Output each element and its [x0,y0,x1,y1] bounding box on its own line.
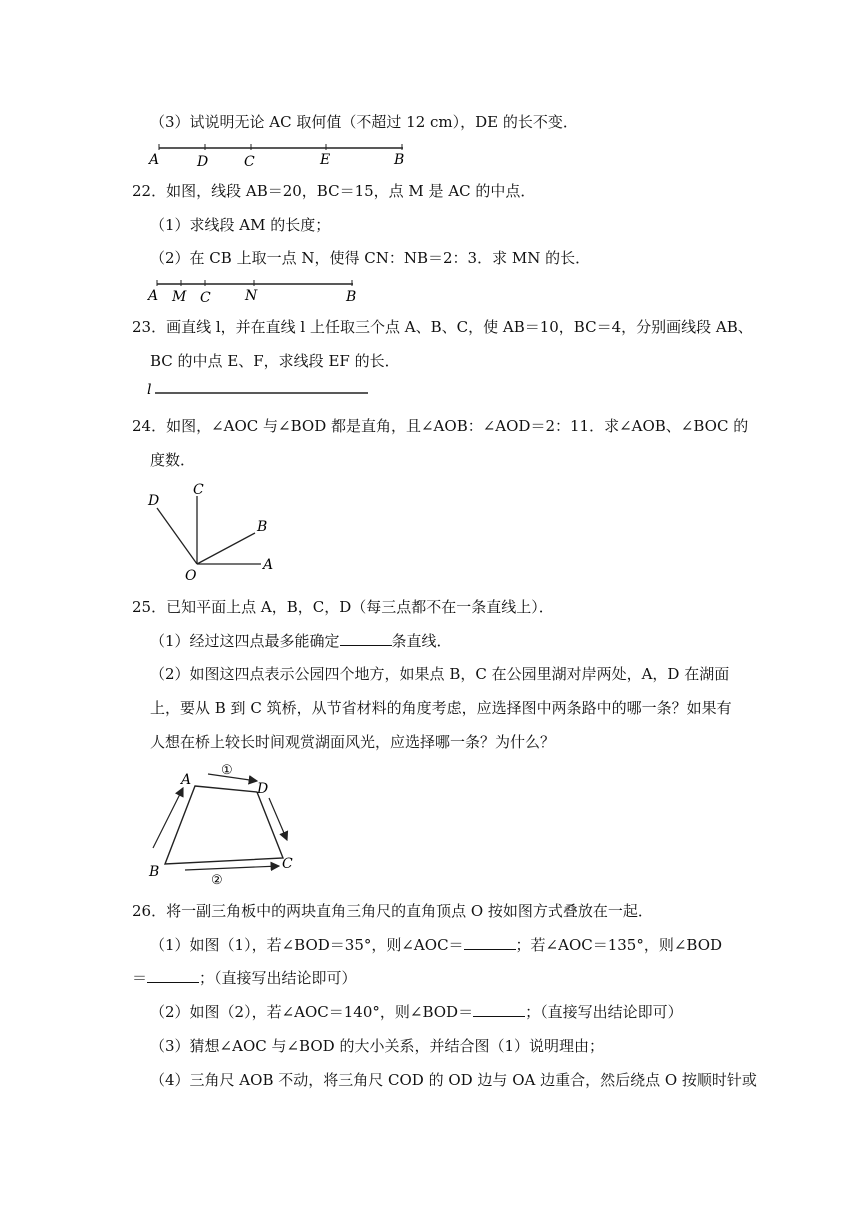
q25-part1-tail: 条直线． [391,632,452,650]
q22-part1: （1）求线段 AM 的长度； [150,216,331,234]
q21-label-b: B [394,152,405,168]
q22-label-c: C [200,290,211,306]
q25-label-b: B [149,864,160,880]
q21-label-c: C [244,154,255,170]
q25-part2-line2: 上，要从 B 到 C 筑桥，从节省材料的角度考虑，应选择图中两条路中的哪一条？如果有 [150,699,732,717]
q24-label-c: C [193,482,204,498]
q25-part1 [150,631,452,651]
q25-stem: 25．已知平面上点 A，B，C，D（每三点都不在一条直线上）． [132,598,554,616]
q22-label-a: A [148,288,159,304]
q24-label-b: B [257,519,268,535]
q26-part1-b: ；若∠AOC＝135°，则∠BOD [515,936,723,954]
route-one-icon: ① [221,763,233,778]
q22-part2: （2）在 CB 上取一点 N，使得 CN：NB＝2：3．求 MN 的长． [150,249,591,267]
q21-label-e: E [320,152,331,168]
q26-part3: （3）猜想∠AOC 与∠BOD 的大小关系，并结合图（1）说明理由； [150,1037,604,1055]
q26-part2-b: ；（直接写出结论即可） [525,1003,683,1021]
q23-line-figure [145,378,375,400]
answer-blank [147,968,199,983]
q26-part2-a: （2）如图（2），若∠AOC＝140°，则∠BOD＝ [150,1003,474,1021]
q26-part1-a: （1）如图（1），若∠BOD＝35°，则∠AOC＝ [150,936,464,954]
q22-segment-figure [145,276,365,306]
q25-quadrilateral-figure [145,760,300,885]
q24-label-a: A [263,557,274,573]
q23-line1: 23．画直线 l，并在直线 l 上任取三个点 A、B、C，使 AB＝10，BC＝4，分别画线段 AB、 [132,318,753,336]
q23-line2: BC 的中点 E、F，求线段 EF 的长． [150,352,400,370]
q24-line1: 24．如图，∠AOC 与∠BOD 都是直角，且∠AOB：∠AOD＝2：11．求∠AOB、∠BOC 的 [132,417,749,435]
route-two-icon: ② [211,873,223,885]
q24-line2: 度数． [150,451,196,469]
answer-blank [340,631,392,646]
q21-label-a: A [149,152,160,168]
q25-label-c: C [282,856,293,872]
q25-part2-line1: （2）如图这四点表示公园四个地方，如果点 B，C 在公园里湖对岸两处，A，D 在湖面 [150,665,730,683]
q26-part1 [150,935,722,955]
q26-stem: 26．将一副三角板中的两块直角三角尺的直角顶点 O 按如图方式叠放在一起． [132,902,653,920]
q23-label-l: l [147,382,152,398]
q25-label-a: A [181,772,192,788]
q21-segment-figure [145,140,415,170]
q25-label-d: D [257,781,269,797]
q22-label-m: M [172,289,187,305]
q21-part3: （3）试说明无论 AC 取何值（不超过 12 cm），DE 的长不变． [150,113,578,131]
q21-label-d: D [197,154,209,170]
q24-label-o: O [185,568,197,583]
q24-angle-figure [145,478,280,583]
q26-part4: （4）三角尺 AOB 不动，将三角尺 COD 的 OD 边与 OA 边重合，然后绕点 O 按顺时针或 [150,1071,757,1089]
q25-part1-text: （1）经过这四点最多能确定 [150,632,340,650]
q22-label-n: N [245,288,258,304]
q26-part1-d: ；（直接写出结论即可） [199,969,357,987]
q25-part2-line3: 人想在桥上较长时间观赏湖面风光，应选择哪一条？为什么？ [150,733,556,751]
q26-part1-cont [132,968,357,988]
q24-label-d: D [148,493,160,509]
q26-part1-c: ＝ [132,969,148,987]
q22-label-b: B [346,289,357,305]
q22-stem: 22．如图，线段 AB＝20，BC＝15，点 M 是 AC 的中点． [132,182,536,200]
answer-blank [464,935,516,950]
q26-part2 [150,1002,683,1022]
answer-blank [473,1002,525,1017]
